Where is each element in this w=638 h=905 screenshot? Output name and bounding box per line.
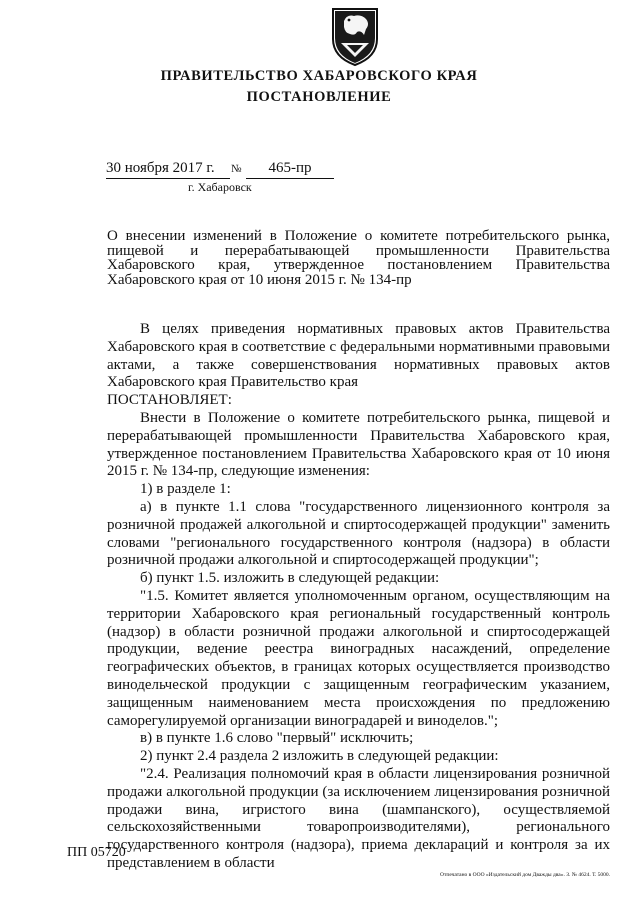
document-city: г. Хабаровск <box>188 180 252 194</box>
document-code: ПП 05720 <box>67 845 126 860</box>
government-title: ПРАВИТЕЛЬСТВО ХАБАРОВСКОГО КРАЯ <box>160 68 478 84</box>
body-paragraph: а) в пункте 1.1 слова "государственного лицензионного контроля за розничной продажей алкогольной и спиртосодержащей продукции" заменить словами "регионального государственного контроля (надзора) в области розничной продажи алкогольной и спиртосодержащей продукции"; <box>107 498 610 569</box>
body-paragraph: 2) пункт 2.4 раздела 2 изложить в следующей редакции: <box>140 748 499 765</box>
body-paragraph: 1) в разделе 1: <box>140 481 231 498</box>
body-paragraph: б) пункт 1.5. изложить в следующей редакции: <box>140 570 440 587</box>
body-paragraph: Внести в Положение о комитете потребительского рынка, пищевой и перерабатывающей промышленности Правительства Хабаровского края, утвержденное постановлением Правительства Хабаровского края от 10 июня 2015 г. № 134-пр, следующие изменения: <box>107 409 610 480</box>
preamble-paragraph: В целях приведения нормативных правовых актов Правительства Хабаровского края в соответствие с федеральными нормативными правовыми актами, а также совершенствования нормативных правовых актов Хабаровского края Правительство края <box>107 321 610 391</box>
decree-heading: ПОСТАНОВЛЯЕТ: <box>107 392 232 409</box>
document-type-title: ПОСТАНОВЛЕНИЕ <box>246 89 392 105</box>
body-paragraph: "2.4. Реализация полномочий края в области лицензирования розничной продажи алкогольной продукции (за исключением лицензирования розничной продажи вина, игристого вина (шампанского), осуществляемой сельскохозяйственными товаропроизводителями), регионального государственного контроля (надзора), приема деклараций и контроля за их представлением в области <box>107 765 610 871</box>
document-number: 465-пр <box>246 160 334 179</box>
document-body <box>107 321 610 873</box>
document-date: 30 ноября 2017 г. <box>106 160 230 179</box>
coat-of-arms-emblem <box>330 5 380 67</box>
document-subject: О внесении изменений в Положение о комитете потребительского рынка, пищевой и перерабатывающей промышленности Правительства Хабаровского края, утвержденное постановлением Правительства Хабаровского края от 10 июня 2015 г. № 134-пр <box>107 228 610 288</box>
printer-note: Отпечатано в ООО «Издательский дом Дважды два». З. № 4624. Т. 5000. <box>440 872 611 878</box>
body-paragraph: в) в пункте 1.6 слово "первый" исключить; <box>140 730 414 747</box>
number-label: № <box>231 163 242 175</box>
body-paragraph: "1.5. Комитет является уполномоченным органом, осуществляющим на территории Хабаровского края региональный государственный контроль (надзор) в области розничной продажи алкогольной и спиртосодержащей продукции, ведение реестра виноградных насаждений, определение географических объектов, в границах которых осуществляется производство винодельческой продукции с защищенным географическим указанием, защищенным наименованием места происхождения по предложению саморегулируемой организации виноградарей и виноделов."; <box>107 587 610 729</box>
